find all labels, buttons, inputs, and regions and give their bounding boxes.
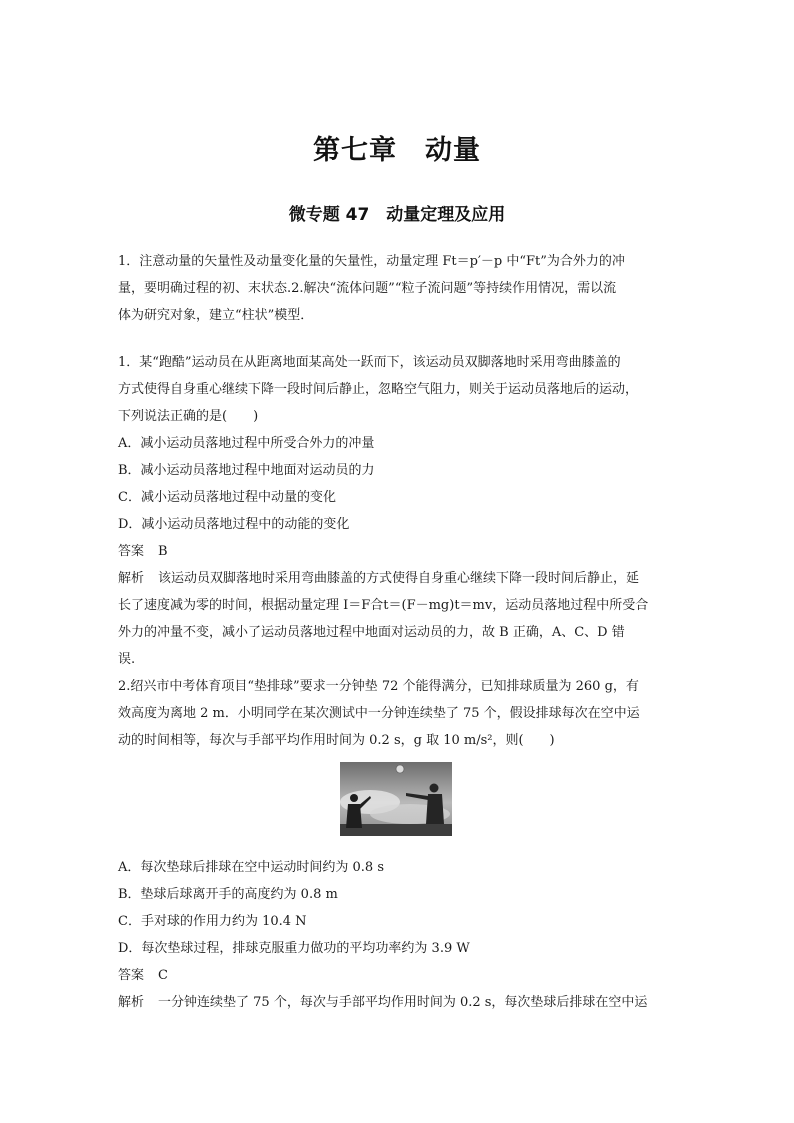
question-1-option-d: D．减小运动员落地过程中的动能的变化 (118, 517, 350, 532)
question-1-explanation-line-4: 误. (118, 652, 136, 667)
intro-paragraph (118, 248, 678, 329)
question-2-answer (118, 962, 678, 989)
question-1-explanation-line-2: 长了速度减为零的时间，根据动量定理 I＝F合t＝(F－mg)t＝mv，运动员落地过程中所受合 (118, 598, 649, 613)
question-1-option-c: C．减小运动员落地过程中动量的变化 (118, 490, 336, 505)
question-2-option-d: D．每次垫球过程，排球克服重力做功的平均功率约为 3.9 W (118, 941, 470, 956)
question-1-line-2: 方式使得自身重心继续下降一段时间后静止，忽略空气阻力，则关于运动员落地后的运动， (118, 382, 639, 397)
volleyball-figure (118, 762, 678, 848)
question-2-option-c: C．手对球的作用力约为 10.4 N (118, 914, 307, 929)
explanation-text: 一分钟连续垫了 75 个，每次与手部平均作用时间为 0.2 s，每次垫球后排球在空中运 (158, 995, 648, 1010)
document-body (118, 248, 678, 1016)
question-1-answer (118, 538, 678, 565)
question-1 (118, 349, 678, 673)
question-1-explanation-line-3: 外力的冲量不变，减小了运动员落地过程中地面对运动员的力，故 B 正确，A、C、D 错 (118, 625, 625, 640)
intro-line-3: 体为研究对象，建立“柱状”模型． (118, 308, 314, 323)
question-2-option-a: A．每次垫球后排球在空中运动时间约为 0.8 s (118, 860, 384, 875)
intro-line-1: 1．注意动量的矢量性及动量变化量的矢量性，动量定理 Ft＝p′－p 中“Ft”为合外力的冲 (118, 254, 625, 269)
question-1-line-1: 1．某“跑酷”运动员在从距离地面某高处一跃而下，该运动员双脚落地时采用弯曲膝盖的 (118, 355, 621, 370)
intro-line-2: 量，要明确过程的初、末状态.2.解决“流体问题”“粒子流问题”等持续作用情况，需以流 (118, 281, 617, 296)
question-2-line-2: 效高度为离地 2 m．小明同学在某次测试中一分钟连续垫了 75 个，假设排球每次在空中运 (118, 706, 640, 721)
question-2-option-b: B．垫球后球离开手的高度约为 0.8 m (118, 887, 338, 902)
chapter-title: 第七章 动量 (313, 135, 481, 166)
question-1-explanation-line-1 (118, 565, 678, 592)
explanation-label: 解析 (118, 571, 145, 586)
question-1-line-3: 下列说法正确的是( ) (118, 409, 259, 424)
explanation-text: 该运动员双脚落地时采用弯曲膝盖的方式使得自身重心继续下降一段时间后静止，延 (158, 571, 640, 586)
volleyball-players-photo (340, 762, 452, 836)
question-1-option-b: B．减小运动员落地过程中地面对运动员的力 (118, 463, 375, 478)
question-2-line-1: 2.绍兴市中考体育项目“垫排球”要求一分钟垫 72 个能得满分，已知排球质量为 260 g，有 (118, 679, 639, 694)
explanation-label: 解析 (118, 995, 145, 1010)
question-2 (118, 673, 678, 1016)
question-1-option-a: A．减小运动员落地过程中所受合外力的冲量 (118, 436, 375, 451)
answer-label: 答案 (118, 968, 145, 983)
answer-label: 答案 (118, 544, 145, 559)
answer-value: C (158, 968, 168, 983)
question-2-explanation-line-1 (118, 989, 678, 1016)
section-title: 微专题 47 动量定理及应用 (288, 205, 506, 225)
question-2-line-3: 动的时间相等，每次与手部平均作用时间为 0.2 s，g 取 10 m/s²，则( ) (118, 733, 555, 748)
answer-value: B (158, 544, 168, 559)
